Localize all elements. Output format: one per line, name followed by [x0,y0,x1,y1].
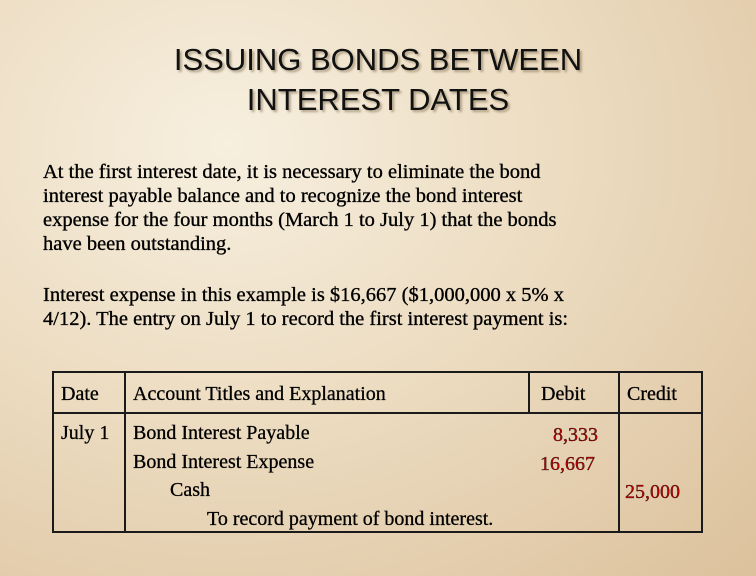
paragraph-line: Interest expense in this example is $16,667 ($1,000,000 x 5% x [43,284,564,306]
header-credit: Credit [627,383,677,405]
header-account: Account Titles and Explanation [133,383,386,405]
credit-amount-1: 25,000 [625,481,680,503]
slide-title [0,40,756,120]
paragraph-interest-calculation [43,283,723,331]
header-date: Date [61,383,99,405]
paragraph-line: interest payable balance and to recognize the bond interest [43,185,523,207]
entry-account-debit-2: Bond Interest Expense [133,451,315,473]
debit-amount-1: 8,333 [553,424,598,446]
paragraph-explanation [43,160,723,256]
journal-entry-table [52,371,703,533]
title-line-1: ISSUING BONDS BETWEEN [173,42,583,77]
debit-amount-2: 16,667 [540,453,595,475]
title-line-2: INTEREST DATES [246,82,510,117]
paragraph-line: have been outstanding. [43,233,232,255]
entry-date: July 1 [61,422,110,444]
body-cell-credit [618,412,703,533]
entry-account-debit-1: Bond Interest Payable [133,422,310,444]
paragraph-line: At the first interest date, it is necessary to eliminate the bond [43,161,541,183]
paragraph-line: expense for the four months (March 1 to July 1) that the bonds [43,209,557,231]
entry-explanation: To record payment of bond interest. [207,508,494,530]
paragraph-line: 4/12). The entry on July 1 to record the first interest payment is: [43,308,569,330]
entry-account-credit: Cash [170,479,210,501]
header-debit: Debit [541,383,586,405]
